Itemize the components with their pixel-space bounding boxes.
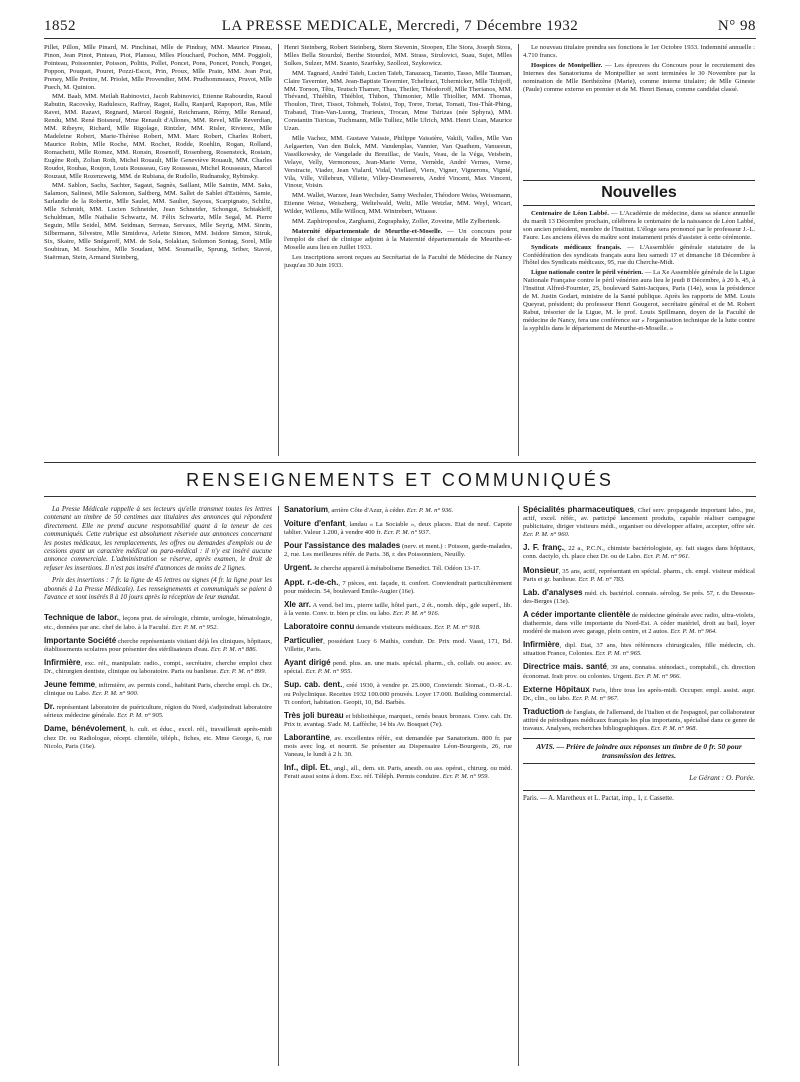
classified-ad: [44, 703, 272, 720]
ad-reference: Ecr. P. M. n° 959.: [442, 773, 490, 781]
ad-title: Lab. d'analyses: [523, 587, 583, 597]
classified-ad: [284, 506, 512, 515]
ad-reference: Ecr. P. M. n° 955.: [305, 668, 353, 676]
ad-reference: Ecr. P. M. n° 965.: [595, 650, 642, 658]
classified-ad: [523, 663, 755, 680]
maternite-notice-2: Les inscriptions seront reçues au Secrétariat de la Faculté de Médecine de Nancy jusqu'au 30 Juin 1933.: [284, 253, 512, 269]
ad-title: Technique de labor.: [44, 613, 119, 623]
ad-reference: Ecr. P. M. n° 886.: [210, 645, 258, 653]
lower-column-2: [284, 506, 512, 1066]
ad-title: Jeune femme: [44, 680, 96, 690]
classified-ad: [284, 734, 512, 759]
ad-text: , 22 a., P.C.N., chimiste bactériologiste, ay. fait stages dans hôpitaux, conn. dactylo, ch. place chez Dr. ou de Labo.: [523, 545, 755, 561]
ad-title: Externe Hôpitaux: [523, 684, 590, 694]
name-list-paragraph: MM. Baab, MM. Meilah Rabinovici, Jacob Rabinovici, Etienne Rabourdin, Raoul Rabutin, Racovsky, Radulesco, Raffray, Ragot, Rallu, Ranjard, Rapoport, Ras, Mlle Ravet, MM. Razavi, Regnard, Marcel Regnié, Reichmann, Rémy, Mlle Renaud, Rendu, MM. René Boisneuf, Mme Renault d'Allones, MM. Revel, Mlle Reverdian, MM. Ribeyre, Richard, Mlle Rigolage, Rintzler, MM. Risler, Rivierez, Mlle Madeleine Robert, Marie-Thérèse Robert, MM. Marc Robert, Charles Robert, Maurice Robin, Mlle Roche, MM. Rochet, Rodde, Roehlin, Rogan, Rolland, Romachetti, Mlle Romez, MM. Ronsin, Rosenoff, Rosenberg, Rosensteck, Rostain, Eugène Roth, Zolian Roth, Michel Rouault, Mlle Geneviève Rouault, MM. Charles Roudot, Roubas, Roujon, Louis Rousseau, Guy Rousseau, Michel Rousseaux, Marcel Rouzaut, Mlle Rozenzweig, MM. de Rubiana, de Rudollo, Rudnansky, Rybinsky.: [44, 93, 272, 180]
upper-column-3-top: [523, 44, 755, 174]
ad-title: Pour l'assistance des malades: [284, 541, 401, 551]
page-number: 1852: [44, 18, 76, 34]
intro-prices: Prix des insertions : 7 fr. la ligne de 45 lettres ou signes (4 fr. la ligne pour les abonnés à La Presse Médicale). Les renseignements et communiqués se paient à l'avance et sont insérés 8 à 10 jours après la réception de leur mandat.: [44, 577, 272, 602]
classified-ad: [44, 637, 272, 654]
ad-reference: Ecr. P. M. n° 966.: [634, 672, 682, 680]
montpellier-text: — Les épreuves du Concours pour le recrutement des Internes des Sanatoriums de Montpellier se sont terminées le 30 Novembre par la nomination de Mlle Berthézène (Marie), comme interne titulaire; de Mlle Gineste (Paule) comme externe en premier et de M. Henri Benau, comme candidat classé.: [523, 61, 755, 93]
ad-text: , 7 pièces, ent. façade, tt. confort. Conviendrait particulièrement pour médecin. 54, boulevard Emile-Augier (16e).: [284, 579, 512, 595]
ad-reference: Ecr. P. M. n° 960.: [523, 531, 570, 539]
ad-reference: Ecr. P. M. n° 967.: [572, 694, 619, 702]
ad-reference: Ecr. P. M. n° 899.: [219, 667, 267, 675]
ad-reference: Ecr. P. M. n° 783.: [578, 575, 625, 583]
notice-text: — Un concours pour l'emploi de chef de clinique adjoint à la Maternité départementale de Meurthe-et-Moselle aura lieu en Juillet 1933.: [284, 227, 512, 251]
avis-notice: AVIS. — Prière de joindre aux réponses un timbre de 0 fr. 50 pour transmission des lettres.: [523, 738, 755, 764]
ad-text: de l'anglais, de l'allemand, de l'italien et de l'espagnol, par collaborateur attitré de périodiques médicaux français les plus importants, spécialisé dans ce genre de travaux. Analyses, recherches bibliographiques.: [523, 708, 755, 732]
ad-title: Spécialités pharmaceutiques: [523, 506, 634, 514]
ad-text: , leçons prat. de sérologie, chimie, urologie, hématologie, etc., données par anc. chef de labo. à la Faculté.: [44, 615, 272, 631]
ad-text: , landau « La Sociable », deux places. Etat de neuf. Capote tablier. Valeur 1.200, à vendre 400 fr.: [284, 521, 512, 537]
section-title: RENSEIGNEMENTS ET COMMUNIQUÉS: [186, 470, 614, 490]
ad-reference: Ecr. P. M. n° 952.: [171, 623, 219, 631]
name-list-paragraph: Henri Steinberg, Robert Steinberg, Stern Stevenin, Stoopen, Elie Stora, Joseph Stora, Mlles Bella Stourdzé, Berthe Stourdzé, MM. Strass, Strulovici, Suau, Sujet, Mlles Sulkes, Sulzer, MM. Szanto, Szarfsky, Szollozi, Szykowicz.: [284, 44, 512, 67]
issue-number: N° 98: [717, 18, 756, 34]
ad-title: Voiture d'enfant: [284, 519, 346, 529]
name-list-paragraph: Pillet, Pillon, Mlle Pinard, M. Pinchinat, Mlle de Pindray, MM. Maurice Pineau, Pinon, Jean Pinot, Pinteau, Piot, Planssu, Mlles Plouchard, Pochon, MM. Poggioli, Pointeau, Poissonnier, Poisson, Politis, Pollet, Poncet, Pons, Poncet, Ponch, Ponget, Poppon, Pouquet, Pouret, Pozzi-Escot, Prin, Proux, Mlle Prain, MM. Jean Prat, Preney, Mlle Prettre, M. Priolet, Mlle Provendier, MM. Prudhommeaux, Pruvot, Mlle Puech, M. Quinion.: [44, 44, 272, 91]
section-rule-bottom: [44, 496, 756, 497]
column-divider: [278, 44, 279, 456]
ad-title: Monsieur: [523, 565, 559, 575]
nouvelle-heading: Centenaire de Léon Labbé.: [531, 210, 609, 217]
classified-ad: [284, 564, 512, 573]
ad-reference: Ecr. P. M. n° 964.: [670, 628, 717, 636]
ad-reference: Ecr. P. M. n° 900.: [91, 690, 139, 698]
ad-text: , angl., all., dem. sit. Paris, anesth. ou ass. opérat., chirurg. ou méd. Ferait aussi soins à dom. Exc. réf. Téléph. Permis conduire.: [284, 765, 512, 781]
section-rule-top: [44, 462, 756, 463]
name-list-paragraph: MM. Tagnard, André Taïeb, Lucien Taïeb, Tanazacq, Taranto, Tasso, Mlle Tauman, Claire Tavernier, MM. Jean-Baptiste Tavernier, Tcheltrazi, Tchernicker, Mlle Tchijoff, MM. Tornon, Têtu, Teutsch Thamer, Thau, Theiler, Théodoroff, Mlle Therianos, MM. Thévand, Thiéblin, Thiéblot, Thibon, Thimonier, Mlle Thiollier, MM. Thomas, Thoulon, Tiret, Tissot, Tohmeh, Tolstoi, Top, Torre, Tortat, Tomati, Tou-Thât-Phing, Trabaud, Tran-Van-Luong, Trarieux, Trocan, Mme Tsirizas (née Sphyra), MM. Constantin Tsiricas, Tuchmann, Mlle Tulliez, Mlle Ulrich, MM. Henri Uzan, Maurice Uzan.: [284, 69, 512, 133]
ad-text: et bibliothèque, marquet., ornés beaux bronzes. Conv. cab. Dr. Prix tr. avantag. S'adr. M. Laffèche, 14 bis Av. Bosquet (7e).: [284, 712, 512, 728]
maternite-notice: [284, 228, 512, 252]
classified-ad: [284, 712, 512, 729]
classified-ad: [44, 681, 272, 698]
montpellier-heading: Hospices de Montpellier.: [531, 61, 603, 69]
ad-title: Dr.: [44, 702, 55, 712]
ad-title: Ayant dirigé: [284, 658, 331, 668]
ad-text: Paris, libre tous les après-midi. Occuper. empl. assist. aupr. Dr., clin., ou labo.: [523, 686, 755, 702]
ad-reference: Ecr. P. M. n° 905.: [117, 712, 164, 720]
ad-reference: Ecr. P. M. n° 916.: [392, 609, 440, 617]
printer-imprint: Paris. — A. Maretheux et L. Pactat, imp., 1, r. Cassette.: [523, 790, 755, 803]
classified-ad: [523, 641, 755, 658]
classified-ad: [284, 601, 512, 618]
ad-title: Appt. r.-de-ch.: [284, 577, 339, 587]
classified-ad: [44, 614, 272, 631]
classified-ad: [523, 708, 755, 733]
nouvelle-text: — L'Assemblée générale statutaire de la Confédération des syndicats français aura lieu samedi 17 et dimanche 18 Décembre à l'hôtel des Syndicats médicaux, 95, rue du Cherche-Midi.: [523, 243, 755, 267]
ad-text: , b. cult. et éduc., excel. réf., travaillerait après-midi chez Dr. ou Radiologue, récept. clientèle, téléph., fiches, etc. Mme George, 6, rue Nicolo, Paris (16e).: [44, 726, 272, 750]
classified-ad: [284, 579, 512, 596]
ad-title: Sanatorium: [284, 506, 329, 514]
name-list-paragraph: MM. Zaphiropoulos, Zarghami, Zographsky, Zoller, Zoveine, Mlle Zylbertenk.: [292, 218, 501, 226]
ad-text: , av. excellentes référ., est demandée par Sanatorium. 800 fr. par mois avec log. et nourrit. Se présenter au Dispensaire Léon-Bourgeois, 26, rue Vaneau, le lundi à 2 h. 30.: [284, 734, 512, 759]
ad-reference: Ecr. P. M. n° 961.: [643, 553, 690, 561]
ad-title: Très joli bureau: [284, 710, 344, 720]
ad-text: Je cherche appareil à métabolisme Benedict. Tél. Odéon 13-17.: [312, 565, 481, 573]
classified-ad: [523, 611, 755, 636]
ad-text: , 39 ans, connaiss. sténodact., comptabil., ch. direction économat. Irait prov. ou colonies. Urgent.: [523, 664, 755, 680]
ad-reference: Ecr. P. M. n° 937.: [383, 529, 431, 537]
name-list-paragraph: MM. Wallet, Warzee, Jean Wechsler, Samy Wechsler, Théodore Weiss, Weissmann, Etienne Weisz, Weiszberg, Weltelwald, Welti, Mlle Wetzlar, MM. Weyl, Wicart, Wilder, Willems, Mlle Willocq, MM. Wintrebert, Witasse.: [284, 192, 512, 216]
nouvelle-text: — La Xe Assemblée générale de la Ligue Nationale Française contre le péril vénérien aura lieu le jeudi 8 Décembre, à 20 h. 45, à l'Institut Alfred-Fournier, 25, boulevard Saint-Jacques, Paris (14e), sous la présidence de M. Justin Godart, ministre de la Santé publique. Après les rapports de MM. Louis Queyrat, président; du professeur Henri Gougerot, secrétaire général et de M. Robert Rabut, trésorier de la Ligue, M. le prof. Louis Spillmann, doyen de la Faculté de médecine de Nancy, fera une conférence sur « l'organisation technique de la lutte contre la syphilis dans le département de Meurthe-et-Moselle. »: [523, 269, 755, 332]
column-divider: [518, 44, 519, 456]
ad-text: (nerv. et ment.) : Poisson, garde-malades, 2, rue. Les meilleures référ. de Paris. 38, r. des Poissonniers, Neuilly.: [284, 543, 512, 559]
column-divider: [518, 506, 519, 1066]
ad-text: , créé 1930, à vendre pr. 25.000, Conviendr. Stomat., O.-R.-L. ou Polyclinique. Recettes 1932 100.000 prouvés. Loyer 17.000. Building commercial. Tt confort, habitation. Geopit, 10, Bd. Barbès.: [284, 682, 512, 706]
intro-paragraph: La Presse Médicale rappelle à ses lecteurs qu'elle transmet toutes les lettres contenant un timbre de 50 centimes aux titulaires des annonces qui répondent directement. Elle ne prend aucune responsabilité quant à la teneur de ces communiqués. Cette rubrique est absolument réservée aux annonces concernant les postes médicaux, les remplacements, les offres ou demandes d'emplois ou de cessions ayant un caractère médical ou para-médical : il n'y est inséré aucune annonce commerciale. L'administration se réserve, après examen, le droit de refuser les insertions. Il n'est pas inséré d'annonces de moins de 2 lignes.: [44, 506, 272, 572]
gerant-signature: Le Gérant : O. Porée.: [689, 773, 755, 783]
ad-text: de médecine générale avec radio, ultra-violets, diathermie, dans ville importante du Nord-Est. A céder matériel, droit au bail, loyer modéré de maison avec garage, plein centre, et 2 autos.: [523, 611, 755, 636]
ad-title: Infirmière: [523, 640, 560, 650]
ad-text: méd. ch. bactériol. connais. sérolog. Se prés. 57, r. du Dessous-des-Berges (13e).: [523, 589, 755, 605]
ad-text: A vend. bel im., pierre taille, hôtel part., 2 ét., nomb. dép., gde superf., lib. à la vente. Conv. tr. bien pr clin. ou labo.: [284, 601, 512, 617]
classified-ad: [523, 686, 755, 703]
ad-text: , 35 ans, actif, représentant en spécial. pharm., ch. empl. visiteur médical Paris et gr. banlieue.: [523, 567, 755, 583]
ad-title: Importante Société: [44, 635, 117, 645]
name-list-paragraph: Mlle Vachez, MM. Gustave Vaissie, Philippe Vaissière, Vakili, Valles, Mlle Van Aelgaerten, Van den Bulck, MM. Vandenplas, Vannier, Van Quathem, Vanueeun, Vassilkowsky, de Vangelade du Breuillac, de Vaulx, Veau, de la Véga, Veisbein, Velaye, Velly, Vermonoux, Jean-Marie Verne, Vernède, André Vernes, Verne, Verstracte, Viader, Jean Vialard, Vidal, Viellard, Viers, Vigner, Vignerons, Vignié, Vila, Ville, Villebrun, Villette, Villey-Desmeserets, André Vincent, Max Vincent, Vinour, Voisin.: [284, 134, 512, 190]
ad-title: Inf., dipl. Et.: [284, 763, 331, 773]
ad-title: Urgent.: [284, 563, 312, 573]
ad-title: XIe arr.: [284, 599, 311, 609]
classified-ad: [44, 725, 272, 750]
nouvelle-text: — L'Académie de médecine, dans sa séance annuelle du mardi 13 Décembre prochain, célébrera le centenaire de la naissance de Léon Labbé, son ancien président, membre de l'Institut. L'éloge sera prononcé par le professeur J.-L. Faure. Les anciens élèves du maître sont instamment priés d'assister à cette cérémonie.: [523, 210, 755, 241]
classified-ad: [284, 623, 512, 632]
montpellier-notice: [523, 62, 755, 94]
classified-ad: [284, 520, 512, 537]
ad-title: Traduction: [523, 706, 564, 716]
notice-heading: Maternité départementale de Meurthe-et-Moselle.: [292, 227, 443, 235]
header-rule: [44, 38, 756, 39]
intro-notice: [44, 506, 272, 602]
ad-text: , infirmière, av. permis cond., habitant Paris, cherche empl. ch. Dr., clinique ou Labo.: [44, 682, 272, 698]
ad-title: Sup. cab. dent.: [284, 680, 343, 690]
upper-column-1: [44, 44, 272, 456]
classified-ad: [284, 764, 512, 781]
ad-text: cherche représentants visitant déjà les cliniques, hôpitaux, établissements scolaires pour présenter des stérilisateurs d'eau.: [44, 637, 272, 653]
lower-column-3: [523, 506, 755, 1066]
nouvelle-heading: Syndicats médicaux français.: [531, 243, 622, 251]
ad-title: Dame, bénévolement: [44, 724, 126, 734]
montpellier-intro: Le nouveau titulaire prendra ses fonctions le 1er Octobre 1933. Indemnité annuelle : 4.710 francs.: [523, 44, 755, 59]
lower-column-1: [44, 506, 272, 1066]
upper-column-2: [284, 44, 512, 456]
page-header: [44, 14, 756, 38]
classified-ad: [523, 544, 755, 561]
ad-text: , dipl. Etat, 37 ans, htes références chirurgicales, fille médecin, ch. situation France, Colonies.: [523, 642, 755, 658]
ad-text: demande visiteurs médicaux.: [354, 623, 433, 631]
classified-ad: [284, 659, 512, 676]
ad-reference: Ecr. P. M. n° 918.: [434, 623, 481, 631]
nouvelles-column: [523, 210, 755, 456]
ad-text: , arrière Côte d'Azur, à céder.: [328, 507, 406, 514]
ad-title: Particulier: [284, 636, 324, 646]
ad-title: Infirmière: [44, 657, 81, 667]
classified-ad: [284, 681, 512, 706]
ad-title: Laborantine: [284, 732, 330, 742]
ad-text: , possédant Lucy 6 Mathis, conduir. Dr. Prix mod. Vaast, 171, Bd. Villette, Paris.: [284, 638, 512, 654]
column-divider: [278, 506, 279, 1066]
ad-reference: Ecr. P. M. n° 968.: [650, 724, 698, 732]
ad-text: pend. plus. an. une mais. spécial. pharm., ch. collab. ou assoc. av. spécial.: [284, 660, 512, 676]
classified-ad: [284, 637, 512, 654]
ad-title: J. F. franç.: [523, 543, 565, 553]
ad-title: Directrice mais. santé: [523, 662, 607, 672]
ad-text: représentant laboratoire de puériculture, région du Nord, s'adjoindrait laboratoire sérieux médecine générale.: [44, 704, 272, 720]
nouvelle-item: [523, 244, 755, 268]
classified-ad: [523, 589, 755, 606]
ad-title: Laboratoire connu: [284, 621, 355, 631]
nouvelles-heading: Nouvelles: [523, 180, 755, 206]
classified-ad: [523, 567, 755, 584]
ad-text: , Chef serv. propagande important labo., jne, actif, excel. référ., av. participé lancement produits, capable réaliser campagne publicitaire, diriger visiteurs médi., organiser ou développer affaire, accepter, offre sér.: [523, 507, 755, 531]
classified-ad: [523, 506, 755, 539]
journal-title: LA PRESSE MEDICALE, Mercredi, 7 Décembre 1932: [221, 18, 579, 34]
name-list-paragraph: MM. Sablon, Sachs, Sachter, Sagaut, Sagnès, Saillant, Mlle Saintin, MM. Saks, Salamon, Salinesi, Mlle Salomon, Saltberg, MM. Sallet de Sablet d'Estières, Samie, Sarlandie de la Robertie, Mlle Saulet, MM. Saulier, Sayous, Scarpignato, Schiltz, Mlle Schmidt, MM. Lucien Schneider, Jean Schneider, Schongut, Schtakleff, Schuldman, Mlle Nathalie Schwartz, M. Félix Schwartz, Mlle Segal, M. Pierre Seguin, Mlle Seidel, MM. Seidman, Serreau, Servaux, Mlle Seyrig, MM. Sinrin, Silbermann, Silvestre, Mlle Simidova, Arlette Simon, MM. Isidore Simon, Sitruk, Six, Skaire, Mlle Snégaroff, MM. de Sola, Solakian, Solomon Sontag, Sorel, Mlle Soubiran, M. Souchère, Mlle Soudant, MM. Soumaille, Sprung, Sriber, Stavré, Staërman, Stein, Armand Steinberg,: [44, 182, 272, 261]
ad-text: , exc. réf., manipulatr. radio., compt., secrétaire, cherche emploi chez Dr., chirurgien dentiste, clinique ou laboratoire. Paris ou banlieue.: [44, 659, 272, 675]
classified-ad: [44, 659, 272, 676]
classified-ad: [284, 542, 512, 559]
ad-reference: Ecr. P. M. n° 936.: [406, 507, 454, 514]
nouvelle-item: [523, 269, 755, 332]
nouvelle-heading: Ligue nationale contre le péril vénérien.: [531, 269, 644, 277]
ad-title: A céder importante clientèle: [523, 609, 631, 619]
nouvelle-item: [523, 210, 755, 242]
